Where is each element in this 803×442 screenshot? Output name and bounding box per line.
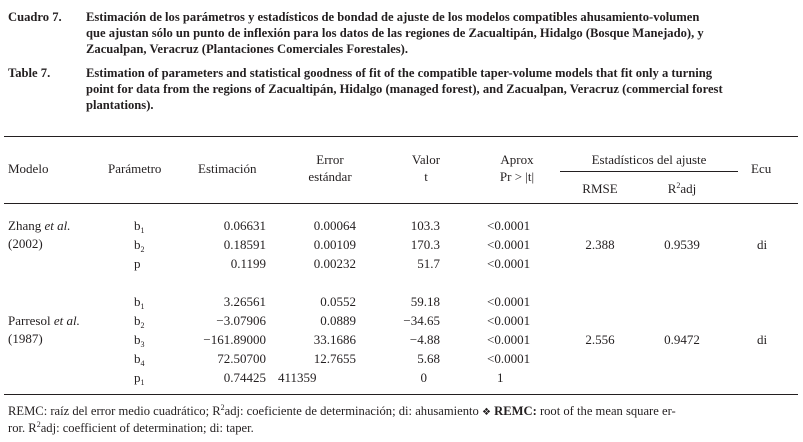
model-2-row-5-std-error: 411359	[278, 370, 317, 385]
model-2-row-2-param	[134, 313, 145, 329]
model-1-name	[8, 218, 70, 234]
header-valor-line2: t	[424, 169, 428, 184]
model-2-row-3-p-value: <0.0001	[487, 332, 531, 347]
model-2-row-2-t-value: −34.65	[403, 313, 440, 328]
caption-es-line-1: Estimación de los parámetros y estadísticos de bondad de ajuste de los modelos compatibles ahusamiento-volumen	[86, 10, 700, 24]
caption-es-line-3: Zacualpan, Veracruz (Plantaciones Comerciales Forestales).	[86, 42, 409, 56]
header-error-line2: estándar	[308, 169, 352, 184]
param-base: b	[134, 351, 141, 366]
header-aprox-line1: Aprox	[500, 152, 534, 167]
model-2-row-2-estimate: −3.07906	[216, 313, 266, 328]
caption-en-line-2: point for data from the regions of Zacualtipán, Hidalgo (managed forest), and Zacualpan, Veracruz (commercial forest	[86, 82, 723, 96]
model-1-ecu: di	[757, 237, 768, 252]
footnote-sup-2: 2	[36, 420, 41, 429]
model-2-year: (1987)	[8, 331, 43, 346]
model-2-row-1-p-value: <0.0001	[487, 294, 531, 309]
model-2-name-italic: et al.	[53, 313, 80, 328]
model-1-row-2-p-value: <0.0001	[487, 237, 531, 252]
model-2-row-3-param	[134, 332, 145, 348]
model-2-row-4-std-error: 12.7655	[313, 351, 356, 366]
model-2-row-5-param	[134, 370, 145, 386]
header-parametro: Parámetro	[108, 161, 162, 176]
header-r2adj-base: R	[667, 181, 677, 196]
caption-es	[8, 9, 798, 57]
caption-es-line-2: que ajustan sólo un punto de inflexión para los datos de las regiones de Zacualtipán, Hidalgo (Bosque Manejado), y	[86, 26, 704, 40]
model-2-row-1-param	[134, 294, 145, 310]
caption-en-line-3: plantations).	[86, 98, 154, 112]
footnote-en-bold: REMC:	[490, 404, 537, 418]
footnote-es-mid: adj: coeficiente de determinación; di: ahusamiento	[224, 404, 482, 418]
footnote-sup-1: 2	[220, 403, 225, 412]
caption-en	[8, 65, 798, 113]
footnote-es: REMC: raíz del error medio cuadrático; R	[8, 404, 221, 418]
footnote-line-2-pre: ror. R	[8, 421, 37, 435]
header-rmse: RMSE	[582, 181, 618, 196]
model-2-row-1-t-value: 59.18	[410, 294, 440, 309]
header-bottom-rule	[4, 203, 798, 204]
param-sub: 1	[140, 302, 145, 311]
model-2-row-4-p-value: <0.0001	[487, 351, 531, 366]
model-2-row-4-param	[134, 351, 145, 367]
header-r2adj-sup: 2	[676, 181, 681, 190]
model-2-row-3-std-error: 33.1686	[313, 332, 356, 347]
model-1-row-3-estimate: 0.1199	[230, 256, 266, 271]
header-ecu: Ecu	[751, 161, 772, 176]
param-base: b	[134, 237, 141, 252]
header-modelo: Modelo	[8, 161, 49, 176]
model-1-row-2-estimate: 0.18591	[223, 237, 266, 252]
model-1-row-3-t-value: 51.7	[417, 256, 440, 271]
model-2-row-2-std-error: 0.0889	[320, 313, 356, 328]
param-sub: 2	[140, 321, 145, 330]
model-2-row-3-estimate: −161.89000	[203, 332, 266, 347]
model-2-r2adj: 0.9472	[664, 332, 700, 347]
header-stats-group: Estadísticos del ajuste	[591, 152, 707, 167]
header-error-line1: Error	[316, 152, 344, 167]
model-2-row-5-t-value: 0	[420, 370, 427, 385]
header-r2adj-tail: adj	[680, 181, 697, 196]
model-1-row-3-param	[134, 256, 141, 272]
model-2-row-2-p-value: <0.0001	[487, 313, 531, 328]
model-2-row-4-t-value: 5.68	[417, 351, 440, 366]
table-top-rule	[4, 136, 798, 137]
param-sub: 1	[140, 378, 145, 387]
param-sub: 4	[140, 359, 145, 368]
model-1-row-1-std-error: 0.00064	[313, 218, 356, 233]
model-1-rmse: 2.388	[585, 237, 615, 252]
header-aprox-line2: Pr > |t|	[499, 169, 535, 184]
caption-en-line-1: Estimation of parameters and statistical goodness of fit of the compatible taper-volume models that fit only a turning	[86, 66, 713, 80]
param-sub: 1	[140, 226, 145, 235]
param-base: p	[134, 256, 141, 271]
model-2-name	[8, 313, 80, 329]
caption-es-label: Cuadro 7.	[8, 10, 62, 24]
footnote-line-2	[8, 420, 254, 436]
model-1-row-2-param	[134, 237, 145, 253]
model-1-row-2-t-value: 170.3	[410, 237, 440, 252]
model-1-row-1-t-value: 103.3	[410, 218, 440, 233]
model-1-row-3-std-error: 0.00232	[313, 256, 356, 271]
param-sub: 3	[140, 340, 145, 349]
footnote-en: root of the mean square er-	[536, 404, 676, 418]
param-base: p	[134, 370, 141, 385]
param-base: b	[134, 218, 141, 233]
model-2-row-4-estimate: 72.50700	[217, 351, 266, 366]
param-sub: 2	[140, 245, 145, 254]
footnote-line-2-rest: adj: coefficient of determination; di: taper.	[40, 421, 254, 435]
table-bottom-rule	[4, 394, 798, 395]
model-1-year: (2002)	[8, 236, 43, 251]
model-2-row-3-t-value: −4.88	[409, 332, 440, 347]
model-1-r2adj: 0.9539	[664, 237, 700, 252]
model-2-row-1-estimate: 3.26561	[223, 294, 266, 309]
model-2-row-5-p-value: 1	[497, 370, 504, 385]
caption-en-label: Table 7.	[8, 66, 51, 80]
model-2-rmse: 2.556	[585, 332, 615, 347]
model-2-row-5-estimate: 0.74425	[223, 370, 266, 385]
model-1-row-1-p-value: <0.0001	[487, 218, 531, 233]
model-2-name-pre: Parresol	[8, 313, 54, 328]
model-1-row-3-p-value: <0.0001	[487, 256, 531, 271]
diamond-icon: ❖	[482, 407, 491, 418]
param-base: b	[134, 332, 141, 347]
header-estimacion: Estimación	[198, 161, 257, 176]
param-base: b	[134, 294, 141, 309]
model-1-name-pre: Zhang	[8, 218, 45, 233]
param-base: b	[134, 313, 141, 328]
model-2-ecu: di	[757, 332, 768, 347]
stats-group-rule	[560, 171, 738, 172]
model-2-row-1-std-error: 0.0552	[320, 294, 356, 309]
header-r2adj	[650, 181, 714, 197]
model-1-row-1-estimate: 0.06631	[223, 218, 266, 233]
model-1-row-1-param	[134, 218, 145, 234]
footnote-line-1	[8, 403, 676, 421]
model-1-row-2-std-error: 0.00109	[313, 237, 356, 252]
header-valor-line1: Valor	[411, 152, 441, 167]
model-1-name-italic: et al.	[44, 218, 71, 233]
